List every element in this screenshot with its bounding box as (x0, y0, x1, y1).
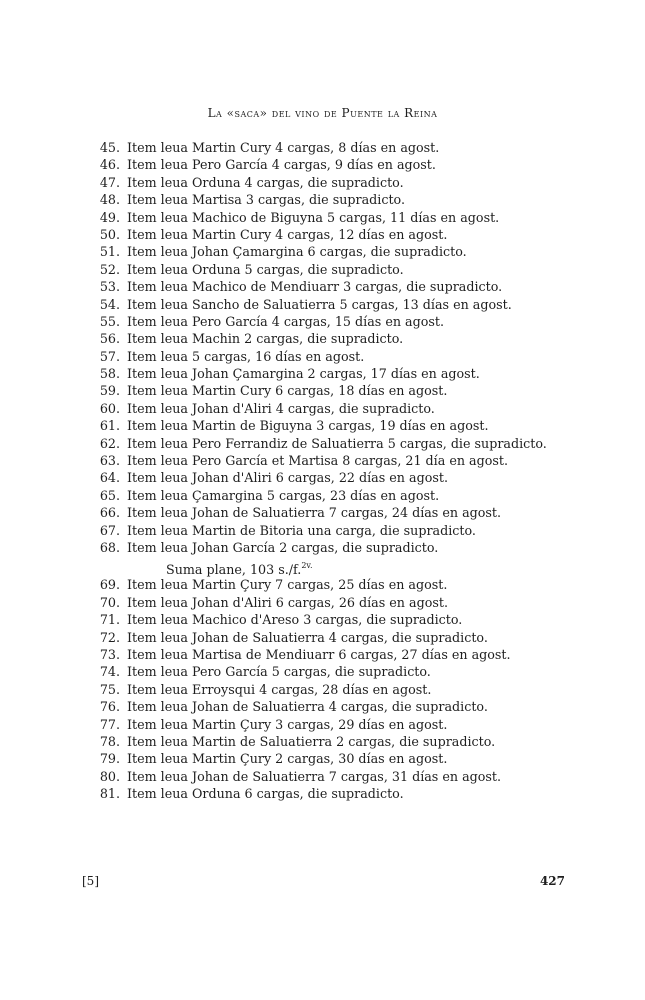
entry-number: 68. (99, 539, 120, 555)
list-item (80, 365, 547, 382)
entry-text: Item leua Martin Cury 6 cargas, 18 días en agost. (127, 383, 448, 399)
list-item (80, 576, 547, 593)
entry-number: 55. (99, 313, 120, 329)
entry-number: 62. (99, 435, 120, 451)
entry-number: 77. (99, 716, 120, 732)
entry-text: Item leua Machico de Mendiuarr 3 cargas, die supradicto. (127, 279, 503, 295)
entry-text: Item leua Martin Çury 3 cargas, 29 días en agost. (127, 716, 448, 732)
entries-group-1 (80, 139, 547, 556)
entry-text: Item leua Pero García 5 cargas, die supradicto. (127, 664, 431, 680)
running-head-part2: de Puente la Reina (323, 106, 438, 120)
entry-number: 61. (99, 418, 120, 434)
entry-text: Item leua Johan d'Aliri 6 cargas, 26 días en agost. (127, 594, 448, 610)
list-item (80, 698, 547, 715)
entry-number: 60. (99, 400, 120, 416)
entry-number: 52. (99, 261, 120, 277)
list-item (80, 435, 547, 452)
entry-number: 76. (99, 699, 120, 715)
entry-number: 81. (99, 786, 120, 802)
list-item (80, 716, 547, 733)
entry-text: Item leua Machin 2 cargas, die supradicto. (127, 331, 404, 347)
entry-text: Item leua Martisa 3 cargas, die supradicto. (127, 192, 405, 208)
entry-number: 72. (99, 629, 120, 645)
entry-text: Item leua Johan Çamargina 2 cargas, 17 días en agost. (127, 366, 480, 382)
entry-text: Item leua Martin Çury 2 cargas, 30 días en agost. (127, 751, 448, 767)
entry-text: Item leua Johan d'Aliri 4 cargas, die supradicto. (127, 400, 435, 416)
entries-list (80, 139, 547, 802)
sum-text: Suma plane, 103 s./f. (166, 562, 302, 578)
list-item (80, 629, 547, 646)
entry-text: Item leua Çamargina 5 cargas, 23 días en agost. (127, 487, 440, 503)
section-marker: [5] (82, 874, 99, 888)
entry-text: Item leua Pero García 4 cargas, 9 días en agost. (127, 157, 436, 173)
entry-number: 58. (99, 366, 120, 382)
entry-text: Item leua Johan García 2 cargas, die supradicto. (127, 539, 439, 555)
entry-text: Item leua Martin de Saluatierra 2 cargas, die supradicto. (127, 733, 496, 749)
entry-text: Item leua Johan de Saluatierra 4 cargas, die supradicto. (127, 699, 488, 715)
entry-text: Item leua Sancho de Saluatierra 5 cargas, 13 días en agost. (127, 296, 512, 312)
entry-number: 57. (99, 348, 120, 364)
entry-text: Item leua Machico d'Areso 3 cargas, die supradicto. (127, 612, 463, 628)
list-item (80, 156, 547, 173)
page-number: 427 (539, 874, 565, 888)
entry-text: Item leua Johan d'Aliri 6 cargas, 22 días en agost. (127, 470, 448, 486)
list-item (80, 504, 547, 521)
entry-text: Item leua Johan de Saluatierra 4 cargas, die supradicto. (127, 629, 488, 645)
list-item (80, 522, 547, 539)
entry-number: 79. (99, 751, 120, 767)
entry-text: Item leua 5 cargas, 16 días en agost. (127, 348, 365, 364)
entry-text: Item leua Johan Çamargina 6 cargas, die supradicto. (127, 244, 467, 260)
entry-number: 46. (99, 157, 120, 173)
list-item (80, 785, 547, 802)
list-item (80, 646, 547, 663)
entry-number: 66. (99, 505, 120, 521)
entry-text: Item leua Orduna 6 cargas, die supradicto. (127, 786, 404, 802)
list-item (80, 469, 547, 486)
entry-text: Item leua Martin Cury 4 cargas, 12 días en agost. (127, 226, 448, 242)
entry-text: Item leua Johan de Saluatierra 7 cargas, 24 días en agost. (127, 505, 502, 521)
entry-number: 73. (99, 646, 120, 662)
list-item (80, 594, 547, 611)
list-item (80, 226, 547, 243)
sum-line (80, 556, 547, 576)
entry-number: 54. (99, 296, 120, 312)
entry-text: Item leua Pero Ferrandiz de Saluatierra 5 cargas, die supradicto. (127, 435, 547, 451)
list-item (80, 209, 547, 226)
entry-number: 69. (99, 577, 120, 593)
list-item (80, 452, 547, 469)
entry-text: Item leua Erroysqui 4 cargas, 28 días en agost. (127, 681, 432, 697)
entry-text: Item leua Machico de Biguyna 5 cargas, 11 días en agost. (127, 209, 500, 225)
entry-number: 65. (99, 487, 120, 503)
list-item (80, 261, 547, 278)
list-item (80, 400, 547, 417)
list-item (80, 733, 547, 750)
list-item (80, 296, 547, 313)
list-item (80, 313, 547, 330)
entry-text: Item leua Martisa de Mendiuarr 6 cargas, 27 días en agost. (127, 646, 511, 662)
running-head-part1: La «saca» del vino (207, 106, 320, 120)
entry-number: 48. (99, 192, 120, 208)
entry-number: 80. (99, 768, 120, 784)
list-item (80, 768, 547, 785)
entry-number: 75. (99, 681, 120, 697)
entry-number: 56. (99, 331, 120, 347)
list-item (80, 611, 547, 628)
entry-number: 45. (99, 140, 120, 155)
entry-text: Item leua Orduna 5 cargas, die supradicto. (127, 261, 404, 277)
list-item (80, 330, 547, 347)
entry-number: 59. (99, 383, 120, 399)
entries-group-2 (80, 576, 547, 802)
entry-number: 47. (99, 174, 120, 190)
sum-folio: 2v. (301, 561, 313, 571)
entry-text: Item leua Martin de Bitoria una carga, die supradicto. (127, 522, 476, 538)
entry-number: 53. (99, 279, 120, 295)
entry-text: Item leua Martin Cury 4 cargas, 8 días en agost. (127, 140, 440, 155)
entry-number: 74. (99, 664, 120, 680)
list-item (80, 681, 547, 698)
list-item (80, 417, 547, 434)
list-item (80, 539, 547, 556)
entry-number: 49. (99, 209, 120, 225)
entry-text: Item leua Martin de Biguyna 3 cargas, 19 días en agost. (127, 418, 489, 434)
entry-number: 78. (99, 733, 120, 749)
entry-text: Item leua Martin Çury 7 cargas, 25 días en agost. (127, 577, 448, 593)
running-head (0, 106, 645, 120)
entry-text: Item leua Pero García 4 cargas, 15 días en agost. (127, 313, 445, 329)
entry-text: Item leua Pero García et Martisa 8 cargas, 21 día en agost. (127, 453, 509, 469)
list-item (80, 663, 547, 680)
entry-number: 50. (99, 226, 120, 242)
entry-number: 51. (99, 244, 120, 260)
list-item (80, 750, 547, 767)
entry-number: 67. (99, 522, 120, 538)
entry-number: 71. (99, 612, 120, 628)
list-item (80, 191, 547, 208)
list-item (80, 382, 547, 399)
entry-number: 64. (99, 470, 120, 486)
list-item (80, 348, 547, 365)
entry-number: 70. (99, 594, 120, 610)
list-item (80, 243, 547, 260)
list-item (80, 278, 547, 295)
list-item (80, 139, 547, 156)
list-item (80, 487, 547, 504)
entry-number: 63. (99, 453, 120, 469)
entry-text: Item leua Johan de Saluatierra 7 cargas, 31 días en agost. (127, 768, 502, 784)
list-item (80, 174, 547, 191)
entry-text: Item leua Orduna 4 cargas, die supradicto. (127, 174, 404, 190)
